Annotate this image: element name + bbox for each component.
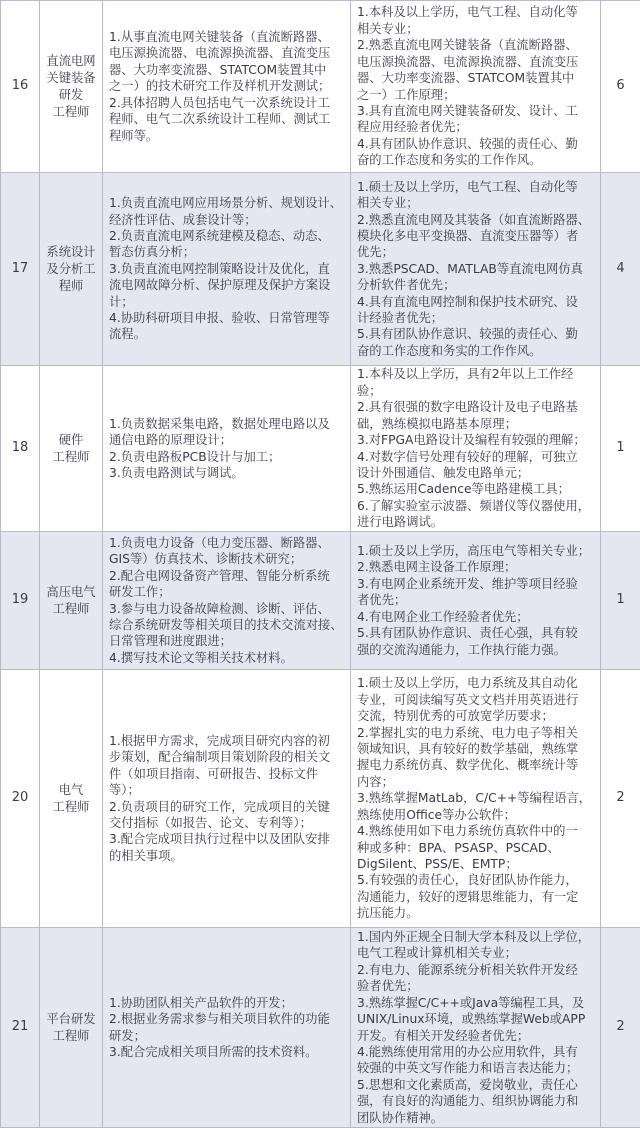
duty-line: 2.负责直流电网系统建模及稳态、动态、 [109,228,346,244]
row-number: 17 [1,173,40,366]
duties-cell [103,532,351,670]
requirements-cell [351,173,601,366]
requirement-line: 相关专业； [357,21,596,37]
headcount: 4 [601,173,640,366]
duty-line: 2.根据业务需求参与相关项目软件的功能 [109,1011,346,1027]
requirement-line: 4.具有直流电网控制和保护技术研究、设 [357,294,596,310]
position-cell [40,532,103,670]
duty-line: 2.负责项目的研究工作，完成项目的关键 [109,799,346,815]
requirement-line: 2.熟悉电网主设备工作原理； [357,559,596,575]
requirement-line: 优先； [357,244,596,260]
position-title-line: 程师 [42,278,100,295]
duty-line: 1.负责电力设备（电力变压器、断路器、 [109,535,346,551]
requirement-line: 模块化多电平变换器、直流变压器等）者 [357,228,596,244]
requirement-line: 分析软件者优先； [357,277,596,293]
requirement-line: 3.熟练掌握MatLab，C/C++等编程语言， [357,790,596,806]
duty-line: 件（如项目指南、可研报告、投标文件 [109,766,346,782]
requirement-line: 者优先； [357,592,596,608]
requirement-line: 计经验者优先； [357,310,596,326]
position-cell [40,670,103,928]
duty-line: 经济性评估、成套设计等； [109,212,346,228]
requirement-line: 之一）工作原理； [357,87,596,103]
requirement-line: 5.具有团队协作意识、责任心强，具有较 [357,625,596,641]
requirement-line: 奋的工作态度和务实的工作作风。 [357,152,596,168]
position-cell [40,928,103,1128]
requirement-line: 2.熟悉直流电网及其装备（如直流断路器、 [357,212,596,228]
duty-line: 1.根据甲方需求，完成项目研究内容的初 [109,733,346,749]
requirement-line: 4.具有团队协作意识、较强的责任心、勤 [357,136,596,152]
duty-line: 的相关事项。 [109,848,346,864]
duty-line: 研发； [109,1028,346,1044]
duty-line: 交付指标（如报告、论文、专利等）； [109,815,346,831]
duty-line: 通信电路的原理设计； [109,432,346,448]
duty-line: 程师、电气二次系统设计工程师、测试工 [109,111,346,127]
requirement-line: 3.熟练掌握C/C++或Java等编程工具，及 [357,995,596,1011]
position-title-line: 电气 [42,782,100,799]
duty-line: 电压源换流器、电流源换流器、直流变压 [109,45,346,61]
position-title-line: 直流电网 [42,53,100,70]
duty-line: 3.配合完成项目执行过程中以及团队安排 [109,831,346,847]
duty-line: 研发工作； [109,584,346,600]
duty-line: 之一）的技术研究工作及样机开发测试； [109,78,346,94]
position-title-line: 系统设计 [42,244,100,261]
position-title-line: 关键装备 [42,70,100,87]
requirement-line: 器、大功率变流器、STATCOM装置其中 [357,70,596,86]
duties-cell [103,173,351,366]
position-cell [40,366,103,532]
duty-line: 计； [109,294,346,310]
requirement-line: 4.能熟练使用常用的办公应用软件，具有 [357,1044,596,1060]
duty-line: 3.负责电路测试与调试。 [109,465,346,481]
duty-line: 综合系统研发等相关项目的技术交流对接、 [109,617,346,633]
row-number: 16 [1,1,40,173]
duties-cell [103,670,351,928]
duty-line: 1.协助团队相关产品软件的开发； [109,995,346,1011]
requirements-cell [351,1,601,173]
position-title-line: 工程师 [42,601,100,618]
table-row [1,173,640,366]
duty-line: 暂态仿真分析； [109,244,346,260]
requirement-line: 强，有良好的沟通能力、组织协调能力和 [357,1093,596,1109]
job-table-body [1,1,640,1128]
requirement-line: 2.熟悉直流电网关键装备（直流断路器、 [357,37,596,53]
duty-line: 流程。 [109,326,346,342]
requirement-line: 3.具有直流电网关键装备研发、设计、工 [357,103,596,119]
table-row [1,366,640,532]
row-number: 20 [1,670,40,928]
requirement-line: 5.具有团队协作意识、较强的责任心、勤 [357,326,596,342]
position-title-line: 工程师 [42,799,100,816]
table-row [1,670,640,928]
requirement-line: 领域知识，具有较好的数学基础，熟练掌 [357,741,596,757]
duty-line: 等）； [109,782,346,798]
requirement-line: 2.掌握扎实的电力系统、电力电子等相关 [357,725,596,741]
headcount: 6 [601,1,640,173]
position-title-line: 平台研发 [42,1011,100,1028]
requirement-line: 团队协作精神。 [357,1110,596,1126]
duty-line: 2.配合电网设备资产管理、智能分析系统 [109,568,346,584]
requirement-line: 进行电路调试。 [357,514,596,530]
position-title-line: 工程师 [42,449,100,466]
requirements-cell [351,928,601,1128]
position-title-line: 高压电气 [42,584,100,601]
requirement-line: 种或多种：BPA、PSASP、PSCAD、 [357,840,596,856]
duty-line: 3.配合完成相关项目所需的技术资料。 [109,1044,346,1060]
position-title-line: 研发 [42,87,100,104]
row-number: 19 [1,532,40,670]
duty-line: 1.负责直流电网应用场景分析、规划设计、 [109,195,346,211]
duty-line: 日常管理和进度跟进； [109,633,346,649]
requirement-line: 抗压能力。 [357,905,596,921]
row-number: 18 [1,366,40,532]
duty-line: 2.具体招聘人员包括电气一次系统设计工 [109,95,346,111]
requirement-line: 内容； [357,774,596,790]
requirements-cell [351,670,601,928]
requirement-line: 4.对数字信号处理有较好的理解，可独立 [357,449,596,465]
position-cell [40,173,103,366]
requirement-line: 1.本科及以上学历，具有2年以上工作经 [357,366,596,382]
requirement-line: 握电力系统仿真、数学优化、概率统计等 [357,757,596,773]
table-row [1,1,640,173]
requirement-line: 验； [357,383,596,399]
requirement-line: 沟通能力，较好的逻辑思维能力，有一定 [357,889,596,905]
table-row [1,928,640,1128]
requirement-line: 2.具有很强的数字电路设计及电子电路基 [357,399,596,415]
duty-line: 2.负责电路板PCB设计与加工； [109,449,346,465]
table-row [1,532,640,670]
requirement-line: 础，熟练模拟电路基本原理； [357,416,596,432]
position-title-line: 及分析工 [42,261,100,278]
requirement-line: 开发。有相关开发经验者优先； [357,1028,596,1044]
headcount: 2 [601,670,640,928]
requirement-line: 4.有电网企业工作经验者优先； [357,609,596,625]
duty-line: 1.从事直流电网关键装备（直流断路器、 [109,29,346,45]
duty-line: 流电网故障分析、保护原理及保护方案设 [109,277,346,293]
duties-cell [103,1,351,173]
requirement-line: 交流，特别优秀的可放宽学历要求； [357,708,596,724]
requirement-line: 相关专业； [357,195,596,211]
duty-line: 程师等。 [109,128,346,144]
position-title-line: 工程师 [42,1028,100,1045]
requirement-line: 强的交流沟通能力，工作执行能力强。 [357,642,596,658]
headcount: 2 [601,928,640,1128]
requirement-line: 奋的工作态度和务实的工作作风。 [357,343,596,359]
requirement-line: 5.有较强的责任心，良好团队协作能力， [357,872,596,888]
requirements-cell [351,532,601,670]
requirement-line: 验者优先； [357,978,596,994]
requirement-line: 电压源换流器、电流源换流器、直流变压 [357,54,596,70]
requirement-line: 专业，可阅读编写英文文档并用英语进行 [357,692,596,708]
requirement-line: 较强的中英文写作能力和语言表达能力； [357,1060,596,1076]
position-cell [40,1,103,173]
duty-line: 器、大功率变流器、STATCOM装置其中 [109,62,346,78]
requirement-line: 5.熟练运用Cadence等电路建模工具； [357,481,596,497]
requirement-line: 程应用经验者优先； [357,119,596,135]
duty-line: 1.负责数据采集电路，数据处理电路以及 [109,416,346,432]
row-number: 21 [1,928,40,1128]
headcount: 1 [601,366,640,532]
requirement-line: UNIX/Linux环境，或熟练掌握Web或APP [357,1011,596,1027]
requirement-line: 1.硕士及以上学历，高压电气等相关专业； [357,543,596,559]
duties-cell [103,928,351,1128]
requirement-line: 电气工程或计算机相关专业； [357,945,596,961]
requirement-line: DigSilent、PSS/E、EMTP； [357,856,596,872]
duty-line: 3.参与电力设备故障检测、诊断、评估、 [109,601,346,617]
requirements-cell [351,366,601,532]
position-title-line: 硬件 [42,432,100,449]
duty-line: 4.协助科研项目申报、验收、日常管理等 [109,310,346,326]
requirement-line: 6.了解实验室示波器、频谱仪等仪器使用， [357,498,596,514]
requirement-line: 3.有电网企业系统开发、维护等项目经验 [357,576,596,592]
headcount: 1 [601,532,640,670]
requirement-line: 2.有电力、能源系统分析相关软件开发经 [357,962,596,978]
duties-cell [103,366,351,532]
requirement-line: 设计外围通信、触发电路单元； [357,465,596,481]
requirement-line: 1.国内外正规全日制大学本科及以上学位， [357,929,596,945]
duty-line: 4.撰写技术论文等相关技术材料。 [109,650,346,666]
duty-line: 3.负责直流电网控制策略设计及优化，直 [109,261,346,277]
position-title-line: 工程师 [42,104,100,121]
requirement-line: 3.熟悉PSCAD、MATLAB等直流电网仿真 [357,261,596,277]
requirement-line: 5.思想和文化素质高，爱岗敬业，责任心 [357,1077,596,1093]
requirement-line: 4.熟练使用如下电力系统仿真软件中的一 [357,823,596,839]
duty-line: GIS等）仿真技术、诊断技术研究； [109,551,346,567]
requirement-line: 3.对FPGA电路设计及编程有较强的理解； [357,432,596,448]
requirement-line: 熟练使用Office等办公软件； [357,807,596,823]
requirement-line: 1.本科及以上学历，电气工程、自动化等 [357,4,596,20]
duty-line: 步策划，配合编制项目策划阶段的相关文 [109,749,346,765]
requirement-line: 1.硕士及以上学历，电力系统及其自动化 [357,675,596,691]
requirement-line: 1.硕士及以上学历，电气工程、自动化等 [357,179,596,195]
